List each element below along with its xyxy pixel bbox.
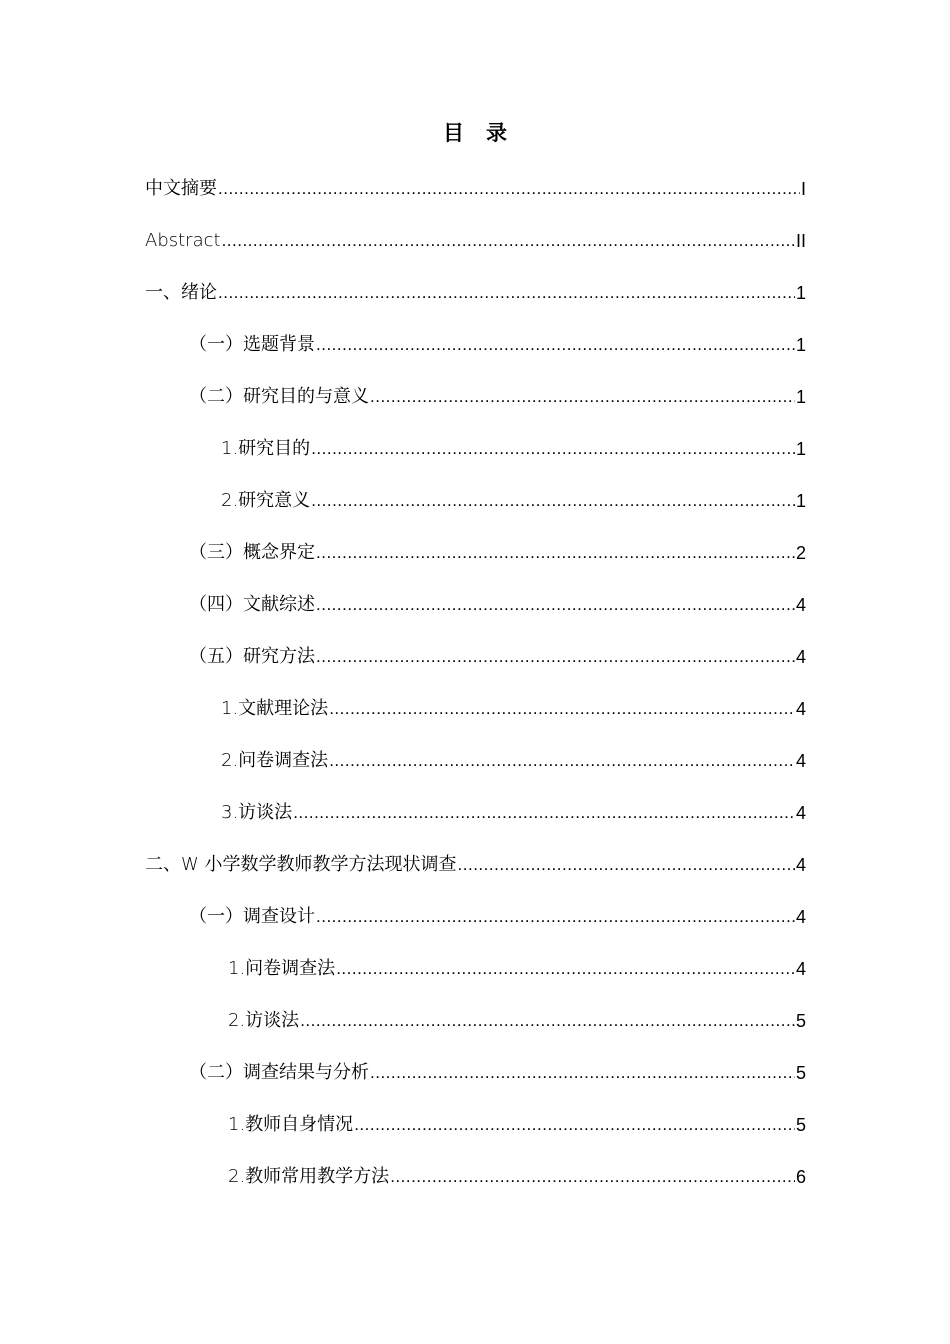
toc-entry-text: 二、W 小学数学教师教学方法现状调查: [145, 854, 457, 875]
toc-entry[interactable]: [145, 475, 806, 527]
toc-dot-leader: [336, 951, 795, 987]
toc-entry[interactable]: [145, 1047, 806, 1099]
toc-dot-leader: [329, 691, 795, 727]
toc-entry[interactable]: [145, 1151, 806, 1203]
toc-entry[interactable]: [145, 527, 806, 579]
toc-entry[interactable]: [145, 943, 806, 995]
toc-entry[interactable]: [145, 423, 806, 475]
toc-entry-text: （二）研究目的与意义: [189, 386, 369, 407]
toc-page-number: 4: [795, 699, 806, 719]
toc-entry-text: 1.文献理论法: [221, 698, 329, 719]
toc-title-part1: 目: [443, 121, 464, 145]
toc-page-number: 1: [795, 283, 806, 303]
toc-page-number: I: [800, 179, 806, 199]
toc-entry-text: （二）调查结果与分析: [189, 1062, 369, 1083]
toc-dot-leader: [329, 743, 795, 779]
toc-entry-text: Abstract: [145, 230, 221, 251]
toc-title-part2: 录: [486, 121, 507, 145]
toc-entry-text: 1.问卷调查法: [228, 958, 336, 979]
toc-entry[interactable]: [145, 1099, 806, 1151]
toc-dot-leader: [300, 1003, 795, 1039]
toc-entry-text: 中文摘要: [145, 178, 217, 199]
toc-page-number: 5: [795, 1063, 806, 1083]
toc-dot-leader: [316, 639, 795, 675]
toc-page-number: 1: [795, 439, 806, 459]
toc-dot-leader: [370, 379, 795, 415]
toc-dot-leader: [316, 535, 795, 571]
toc-page-number: 4: [795, 803, 806, 823]
toc-entry-text: 1.研究目的: [221, 438, 311, 459]
toc-page-number: 5: [795, 1115, 806, 1135]
toc-entry-text: 2.教师常用教学方法: [228, 1166, 390, 1187]
toc-title: [0, 117, 950, 147]
toc-page-number: 6: [795, 1167, 806, 1187]
toc-page-number: 5: [795, 1011, 806, 1031]
toc-entry[interactable]: [145, 735, 806, 787]
toc-entry-text: （四）文献综述: [189, 594, 315, 615]
toc-entry-text: 一、绪论: [145, 282, 217, 303]
toc-page-number: 1: [795, 387, 806, 407]
toc-dot-leader: [311, 431, 795, 467]
toc-dot-leader: [316, 899, 795, 935]
toc-page-number: II: [795, 231, 806, 251]
toc-dot-leader: [390, 1159, 795, 1195]
toc-entry[interactable]: [145, 839, 806, 891]
toc-entry-text: 2.访谈法: [228, 1010, 300, 1031]
toc-page-number: 1: [795, 335, 806, 355]
toc-dot-leader: [222, 223, 795, 259]
toc-page-number: 4: [795, 647, 806, 667]
toc-entry[interactable]: [145, 319, 806, 371]
toc-page-number: 4: [795, 907, 806, 927]
toc-entry[interactable]: [145, 683, 806, 735]
toc-entry[interactable]: [145, 787, 806, 839]
toc-page-number: 2: [795, 543, 806, 563]
toc-entry-text: （五）研究方法: [189, 646, 315, 667]
toc-entry-text: 1.教师自身情况: [228, 1114, 354, 1135]
toc-dot-leader: [218, 275, 795, 311]
toc-page-number: 4: [795, 751, 806, 771]
toc-dot-leader: [370, 1055, 795, 1091]
toc-dot-leader: [293, 795, 795, 831]
toc-dot-leader: [218, 171, 800, 207]
toc-entry[interactable]: [145, 579, 806, 631]
toc-entry-text: （三）概念界定: [189, 542, 315, 563]
toc-page-number: 4: [795, 855, 806, 875]
toc-dot-leader: [316, 587, 795, 623]
toc-dot-leader: [316, 327, 795, 363]
toc-entry[interactable]: [145, 891, 806, 943]
toc-page-number: 1: [795, 491, 806, 511]
toc-entry[interactable]: [145, 267, 806, 319]
toc-entry[interactable]: [145, 631, 806, 683]
toc-entry[interactable]: [145, 163, 806, 215]
toc-page-number: 4: [795, 959, 806, 979]
toc-entry[interactable]: [145, 995, 806, 1047]
toc-entry-text: 2.研究意义: [221, 490, 311, 511]
toc-page-number: 4: [795, 595, 806, 615]
toc-entry[interactable]: [145, 215, 806, 267]
toc-dot-leader: [354, 1107, 795, 1143]
toc-dot-leader: [311, 483, 795, 519]
toc-dot-leader: [458, 847, 795, 883]
toc-entry-text: 3.访谈法: [221, 802, 293, 823]
toc-entry-text: 2.问卷调查法: [221, 750, 329, 771]
toc-entry-text: （一）调查设计: [189, 906, 315, 927]
toc-entry[interactable]: [145, 371, 806, 423]
toc-entry-text: （一）选题背景: [189, 334, 315, 355]
toc-list: [145, 163, 806, 1203]
